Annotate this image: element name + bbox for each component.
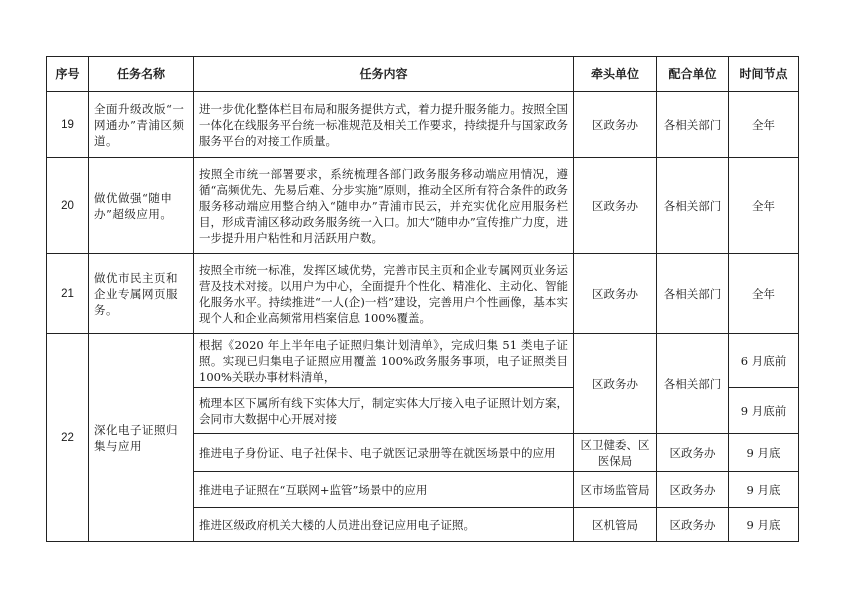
coop-unit: 各相关部门 (657, 254, 729, 334)
header-no: 序号 (47, 57, 89, 92)
coop-unit: 区政务办 (657, 508, 729, 542)
lead-unit: 区机管局 (574, 508, 657, 542)
task-content: 按照全市统一标准，发挥区域优势，完善市民主页和企业专属网页业务运营及技术对接。以用户为中心，全面提升个性化、精准化、主动化、智能化服务水平。持续推进“一人(企)一档”建设，完善用户个性画像，基本实现个人和企业高频常用档案信息 100%覆盖。 (194, 254, 574, 334)
row-number: 22 (47, 334, 89, 542)
coop-unit: 区政务办 (657, 472, 729, 508)
task-name: 做优做强“随申办”超级应用。 (89, 158, 194, 254)
header-task-name: 任务名称 (89, 57, 194, 92)
task-name: 深化电子证照归集与应用 (89, 334, 194, 542)
lead-unit: 区政务办 (574, 92, 657, 158)
table-row (47, 92, 799, 158)
table-header-row (47, 57, 799, 92)
row-number: 20 (47, 158, 89, 254)
header-lead-unit: 牵头单位 (574, 57, 657, 92)
time-node: 9 月底 (729, 472, 799, 508)
task-content: 推进电子证照在“互联网+监管”场景中的应用 (194, 472, 574, 508)
task-name: 做优市民主页和企业专属网页服务。 (89, 254, 194, 334)
header-time-node: 时间节点 (729, 57, 799, 92)
lead-unit: 区政务办 (574, 254, 657, 334)
coop-unit: 各相关部门 (657, 92, 729, 158)
task-content: 根据《2020 年上半年电子证照归集计划清单》，完成归集 51 类电子证照。实现已归集电子证照应用覆盖 100%政务服务事项，电子证照类目 100%关联办事材料清单， (194, 334, 574, 388)
time-node: 全年 (729, 92, 799, 158)
time-node: 9 月底 (729, 434, 799, 472)
task-table (46, 56, 799, 542)
task-content: 推进区级政府机关大楼的人员进出登记应用电子证照。 (194, 508, 574, 542)
task-name: 全面升级改版“一网通办”青浦区频道。 (89, 92, 194, 158)
header-coop-unit: 配合单位 (657, 57, 729, 92)
lead-unit: 区市场监管局 (574, 472, 657, 508)
coop-unit: 区政务办 (657, 434, 729, 472)
lead-unit: 区政务办 (574, 334, 657, 434)
table-row (47, 334, 799, 388)
coop-unit: 各相关部门 (657, 334, 729, 434)
lead-unit: 区卫健委、区医保局 (574, 434, 657, 472)
lead-unit: 区政务办 (574, 158, 657, 254)
row-number: 19 (47, 92, 89, 158)
task-content: 推进电子身份证、电子社保卡、电子就医记录册等在就医场景中的应用 (194, 434, 574, 472)
task-content: 进一步优化整体栏目布局和服务提供方式，着力提升服务能力。按照全国一体化在线服务平台统一标准规范及相关工作要求，持续提升与国家政务服务平台的对接工作质量。 (194, 92, 574, 158)
table-row (47, 158, 799, 254)
time-node: 9 月底前 (729, 388, 799, 434)
row-number: 21 (47, 254, 89, 334)
header-task-content: 任务内容 (194, 57, 574, 92)
task-content: 按照全市统一部署要求，系统梳理各部门政务服务移动端应用情况，遵循“高频优先、先易后难、分步实施”原则，推动全区所有符合条件的政务服务移动端应用整合纳入“随申办”青浦市民云，并充实优化应用服务栏目，形成青浦区移动政务服务统一入口。加大“随申办”宣传推广力度，进一步提升用户粘性和月活跃用户数。 (194, 158, 574, 254)
task-content: 梳理本区下属所有线下实体大厅，制定实体大厅接入电子证照计划方案，会同市大数据中心开展对接 (194, 388, 574, 434)
time-node: 全年 (729, 254, 799, 334)
coop-unit: 各相关部门 (657, 158, 729, 254)
table-row (47, 254, 799, 334)
time-node: 全年 (729, 158, 799, 254)
time-node: 9 月底 (729, 508, 799, 542)
time-node: 6 月底前 (729, 334, 799, 388)
